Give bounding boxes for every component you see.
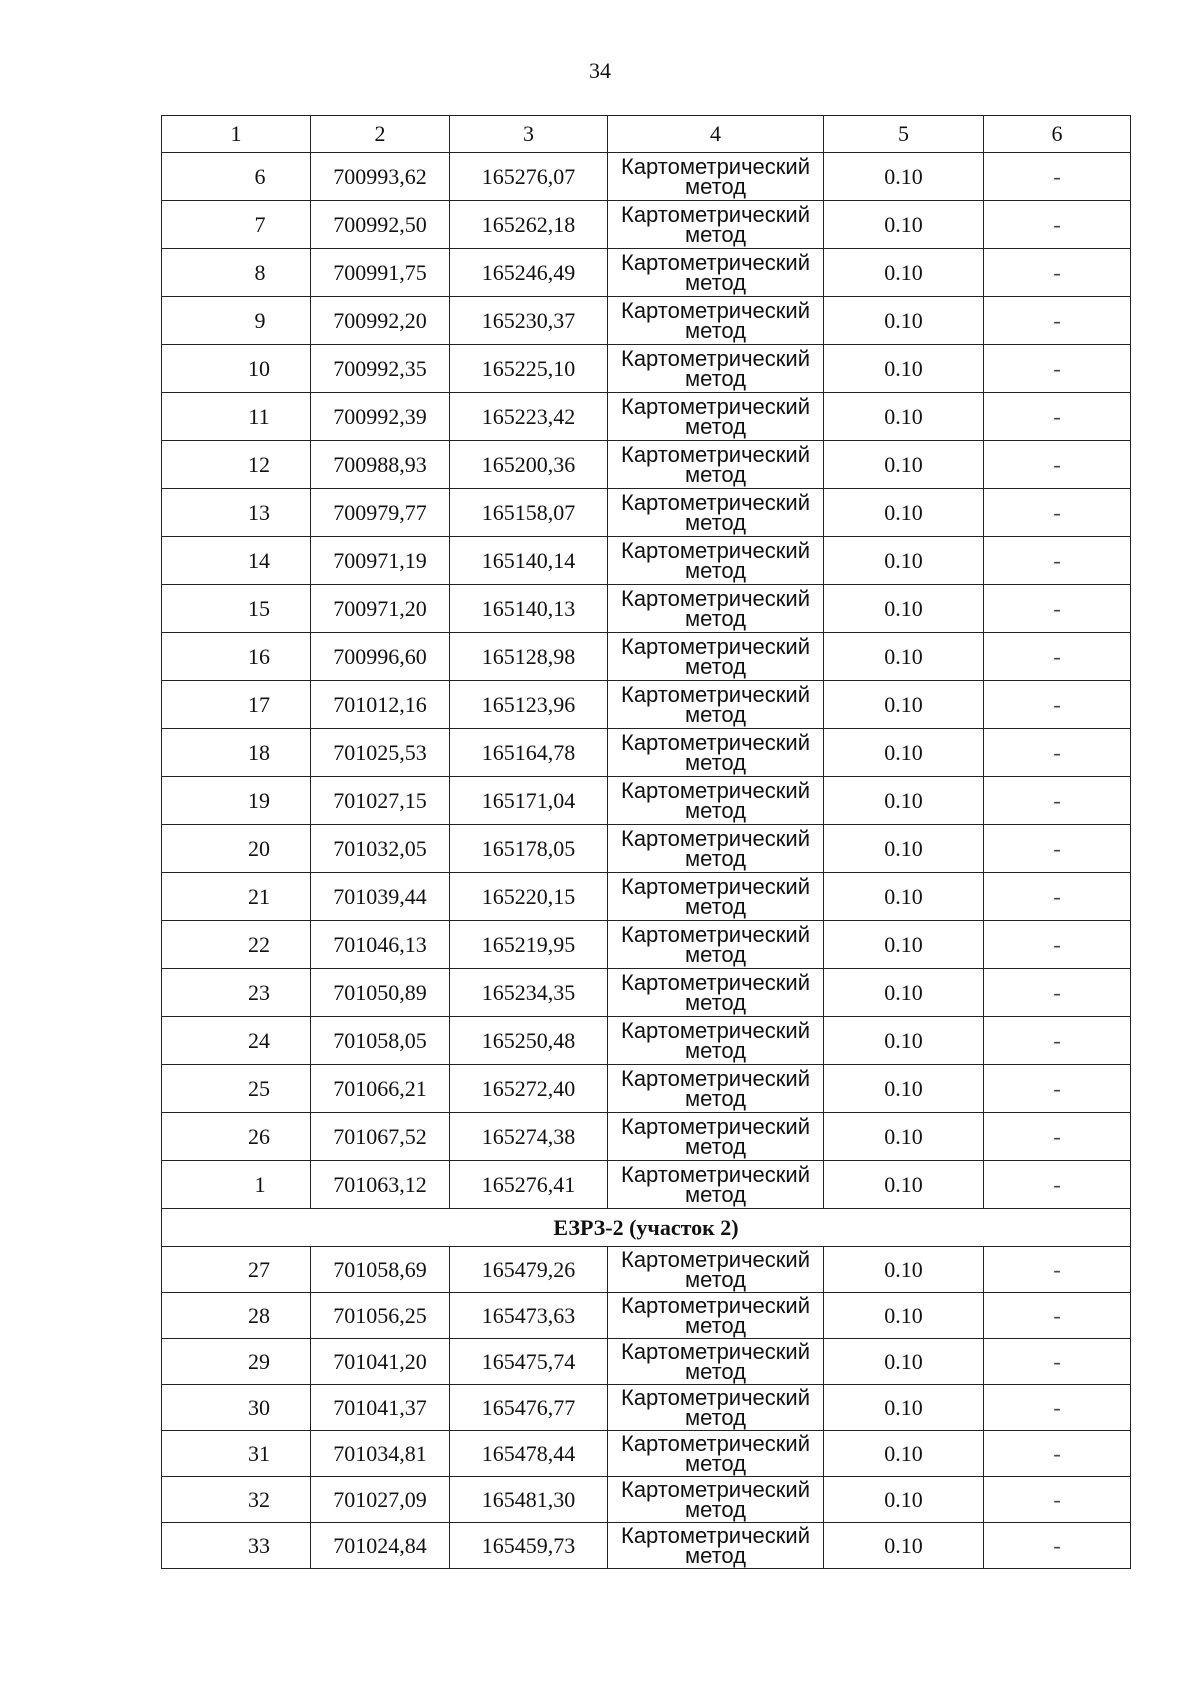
x-coordinate-cell: 700992,50 [311,201,450,249]
note-cell: - [984,921,1131,969]
table-row [162,201,1131,249]
y-coordinate-cell: 165473,63 [450,1293,608,1339]
accuracy-cell: 0.10 [824,297,984,345]
note-cell: - [984,249,1131,297]
x-coordinate-cell: 700996,60 [311,633,450,681]
note-cell: - [984,873,1131,921]
x-coordinate-cell: 700992,20 [311,297,450,345]
table-row [162,393,1131,441]
page-number: 34 [589,58,611,83]
point-number-cell: 32 [162,1477,311,1523]
table-row [162,633,1131,681]
column-header: 4 [608,116,824,153]
note-cell: - [984,393,1131,441]
method-cell: Картометрический метод [608,1065,824,1113]
x-coordinate-cell: 701041,20 [311,1339,450,1385]
section-title: ЕЗРЗ-2 (участок 2) [162,1209,1131,1247]
x-coordinate-cell: 701058,05 [311,1017,450,1065]
x-coordinate-cell: 701058,69 [311,1247,450,1293]
method-cell: Картометрический метод [608,585,824,633]
point-number-cell: 7 [162,201,311,249]
point-number-cell: 6 [162,153,311,201]
section-header-row [162,1209,1131,1247]
y-coordinate-cell: 165219,95 [450,921,608,969]
accuracy-cell: 0.10 [824,633,984,681]
y-coordinate-cell: 165262,18 [450,201,608,249]
y-coordinate-cell: 165478,44 [450,1431,608,1477]
method-cell: Картометрический метод [608,873,824,921]
method-cell: Картометрический метод [608,1385,824,1431]
table-row [162,1293,1131,1339]
method-cell: Картометрический метод [608,249,824,297]
y-coordinate-cell: 165128,98 [450,633,608,681]
point-number-cell: 14 [162,537,311,585]
accuracy-cell: 0.10 [824,1017,984,1065]
x-coordinate-cell: 701067,52 [311,1113,450,1161]
x-coordinate-cell: 700992,35 [311,345,450,393]
note-cell: - [984,825,1131,873]
y-coordinate-cell: 165158,07 [450,489,608,537]
point-number-cell: 30 [162,1385,311,1431]
table-row [162,1161,1131,1209]
table-row [162,153,1131,201]
x-coordinate-cell: 701041,37 [311,1385,450,1431]
x-coordinate-cell: 701027,09 [311,1477,450,1523]
method-cell: Картометрический метод [608,1247,824,1293]
x-coordinate-cell: 700988,93 [311,441,450,489]
method-cell: Картометрический метод [608,1161,824,1209]
coordinates-table [161,115,1131,1569]
table-row [162,1017,1131,1065]
point-number-cell: 16 [162,633,311,681]
point-number-cell: 15 [162,585,311,633]
accuracy-cell: 0.10 [824,729,984,777]
point-number-cell: 12 [162,441,311,489]
table-row [162,1065,1131,1113]
note-cell: - [984,1017,1131,1065]
x-coordinate-cell: 701012,16 [311,681,450,729]
note-cell: - [984,681,1131,729]
table-row [162,873,1131,921]
accuracy-cell: 0.10 [824,825,984,873]
note-cell: - [984,297,1131,345]
note-cell: - [984,1431,1131,1477]
table-row [162,297,1131,345]
accuracy-cell: 0.10 [824,921,984,969]
point-number-cell: 10 [162,345,311,393]
y-coordinate-cell: 165246,49 [450,249,608,297]
x-coordinate-cell: 701024,84 [311,1523,450,1569]
table-row [162,537,1131,585]
note-cell: - [984,585,1131,633]
table-row [162,969,1131,1017]
x-coordinate-cell: 701056,25 [311,1293,450,1339]
accuracy-cell: 0.10 [824,441,984,489]
method-cell: Картометрический метод [608,681,824,729]
accuracy-cell: 0.10 [824,1113,984,1161]
table-row [162,921,1131,969]
note-cell: - [984,489,1131,537]
table-row [162,489,1131,537]
x-coordinate-cell: 700971,20 [311,585,450,633]
x-coordinate-cell: 701034,81 [311,1431,450,1477]
y-coordinate-cell: 165475,74 [450,1339,608,1385]
note-cell: - [984,1385,1131,1431]
y-coordinate-cell: 165140,13 [450,585,608,633]
accuracy-cell: 0.10 [824,681,984,729]
note-cell: - [984,1293,1131,1339]
point-number-cell: 26 [162,1113,311,1161]
table-row [162,249,1131,297]
y-coordinate-cell: 165123,96 [450,681,608,729]
method-cell: Картометрический метод [608,441,824,489]
method-cell: Картометрический метод [608,729,824,777]
note-cell: - [984,1247,1131,1293]
table-row [162,345,1131,393]
y-coordinate-cell: 165274,38 [450,1113,608,1161]
y-coordinate-cell: 165234,35 [450,969,608,1017]
table-row [162,441,1131,489]
method-cell: Картометрический метод [608,825,824,873]
column-header: 6 [984,116,1131,153]
note-cell: - [984,153,1131,201]
y-coordinate-cell: 165479,26 [450,1247,608,1293]
y-coordinate-cell: 165225,10 [450,345,608,393]
point-number-cell: 13 [162,489,311,537]
y-coordinate-cell: 165178,05 [450,825,608,873]
accuracy-cell: 0.10 [824,1247,984,1293]
point-number-cell: 29 [162,1339,311,1385]
method-cell: Картометрический метод [608,921,824,969]
table-row [162,729,1131,777]
accuracy-cell: 0.10 [824,1385,984,1431]
y-coordinate-cell: 165171,04 [450,777,608,825]
accuracy-cell: 0.10 [824,1339,984,1385]
table-row [162,1247,1131,1293]
y-coordinate-cell: 165223,42 [450,393,608,441]
method-cell: Картометрический метод [608,777,824,825]
y-coordinate-cell: 165230,37 [450,297,608,345]
method-cell: Картометрический метод [608,345,824,393]
accuracy-cell: 0.10 [824,345,984,393]
table-row [162,1385,1131,1431]
note-cell: - [984,1113,1131,1161]
point-number-cell: 19 [162,777,311,825]
y-coordinate-cell: 165276,07 [450,153,608,201]
y-coordinate-cell: 165200,36 [450,441,608,489]
note-cell: - [984,777,1131,825]
method-cell: Картометрический метод [608,1523,824,1569]
note-cell: - [984,1477,1131,1523]
method-cell: Картометрический метод [608,489,824,537]
note-cell: - [984,345,1131,393]
x-coordinate-cell: 700971,19 [311,537,450,585]
point-number-cell: 28 [162,1293,311,1339]
method-cell: Картометрический метод [608,393,824,441]
x-coordinate-cell: 701066,21 [311,1065,450,1113]
accuracy-cell: 0.10 [824,1523,984,1569]
x-coordinate-cell: 700993,62 [311,153,450,201]
x-coordinate-cell: 701027,15 [311,777,450,825]
method-cell: Картометрический метод [608,1339,824,1385]
note-cell: - [984,1161,1131,1209]
method-cell: Картометрический метод [608,297,824,345]
point-number-cell: 20 [162,825,311,873]
point-number-cell: 27 [162,1247,311,1293]
note-cell: - [984,201,1131,249]
point-number-cell: 33 [162,1523,311,1569]
x-coordinate-cell: 701063,12 [311,1161,450,1209]
method-cell: Картометрический метод [608,201,824,249]
point-number-cell: 18 [162,729,311,777]
table-row [162,777,1131,825]
table-row [162,1477,1131,1523]
x-coordinate-cell: 701050,89 [311,969,450,1017]
x-coordinate-cell: 701025,53 [311,729,450,777]
accuracy-cell: 0.10 [824,1477,984,1523]
point-number-cell: 22 [162,921,311,969]
x-coordinate-cell: 700991,75 [311,249,450,297]
method-cell: Картометрический метод [608,1017,824,1065]
y-coordinate-cell: 165459,73 [450,1523,608,1569]
table-row [162,1523,1131,1569]
table-row [162,1339,1131,1385]
note-cell: - [984,1523,1131,1569]
y-coordinate-cell: 165220,15 [450,873,608,921]
accuracy-cell: 0.10 [824,153,984,201]
point-number-cell: 11 [162,393,311,441]
point-number-cell: 23 [162,969,311,1017]
x-coordinate-cell: 700992,39 [311,393,450,441]
point-number-cell: 1 [162,1161,311,1209]
point-number-cell: 21 [162,873,311,921]
column-header: 1 [162,116,311,153]
table-row [162,825,1131,873]
y-coordinate-cell: 165272,40 [450,1065,608,1113]
accuracy-cell: 0.10 [824,969,984,1017]
accuracy-cell: 0.10 [824,873,984,921]
accuracy-cell: 0.10 [824,489,984,537]
accuracy-cell: 0.10 [824,777,984,825]
x-coordinate-cell: 700979,77 [311,489,450,537]
method-cell: Картометрический метод [608,1477,824,1523]
point-number-cell: 9 [162,297,311,345]
point-number-cell: 8 [162,249,311,297]
table-row [162,1431,1131,1477]
accuracy-cell: 0.10 [824,1293,984,1339]
accuracy-cell: 0.10 [824,537,984,585]
y-coordinate-cell: 165250,48 [450,1017,608,1065]
point-number-cell: 25 [162,1065,311,1113]
method-cell: Картометрический метод [608,1293,824,1339]
accuracy-cell: 0.10 [824,393,984,441]
note-cell: - [984,969,1131,1017]
column-header: 3 [450,116,608,153]
accuracy-cell: 0.10 [824,1431,984,1477]
accuracy-cell: 0.10 [824,585,984,633]
method-cell: Картометрический метод [608,1431,824,1477]
point-number-cell: 17 [162,681,311,729]
column-header: 2 [311,116,450,153]
table-row [162,1113,1131,1161]
x-coordinate-cell: 701046,13 [311,921,450,969]
accuracy-cell: 0.10 [824,1161,984,1209]
table-header-row [162,116,1131,153]
note-cell: - [984,441,1131,489]
note-cell: - [984,1065,1131,1113]
table-row [162,585,1131,633]
note-cell: - [984,1339,1131,1385]
accuracy-cell: 0.10 [824,201,984,249]
x-coordinate-cell: 701032,05 [311,825,450,873]
y-coordinate-cell: 165140,14 [450,537,608,585]
method-cell: Картометрический метод [608,633,824,681]
point-number-cell: 31 [162,1431,311,1477]
accuracy-cell: 0.10 [824,249,984,297]
accuracy-cell: 0.10 [824,1065,984,1113]
y-coordinate-cell: 165164,78 [450,729,608,777]
method-cell: Картометрический метод [608,153,824,201]
point-number-cell: 24 [162,1017,311,1065]
note-cell: - [984,537,1131,585]
y-coordinate-cell: 165476,77 [450,1385,608,1431]
table-row [162,681,1131,729]
y-coordinate-cell: 165481,30 [450,1477,608,1523]
x-coordinate-cell: 701039,44 [311,873,450,921]
method-cell: Картометрический метод [608,537,824,585]
note-cell: - [984,729,1131,777]
method-cell: Картометрический метод [608,1113,824,1161]
note-cell: - [984,633,1131,681]
table-body [162,116,1131,1569]
method-cell: Картометрический метод [608,969,824,1017]
column-header: 5 [824,116,984,153]
y-coordinate-cell: 165276,41 [450,1161,608,1209]
